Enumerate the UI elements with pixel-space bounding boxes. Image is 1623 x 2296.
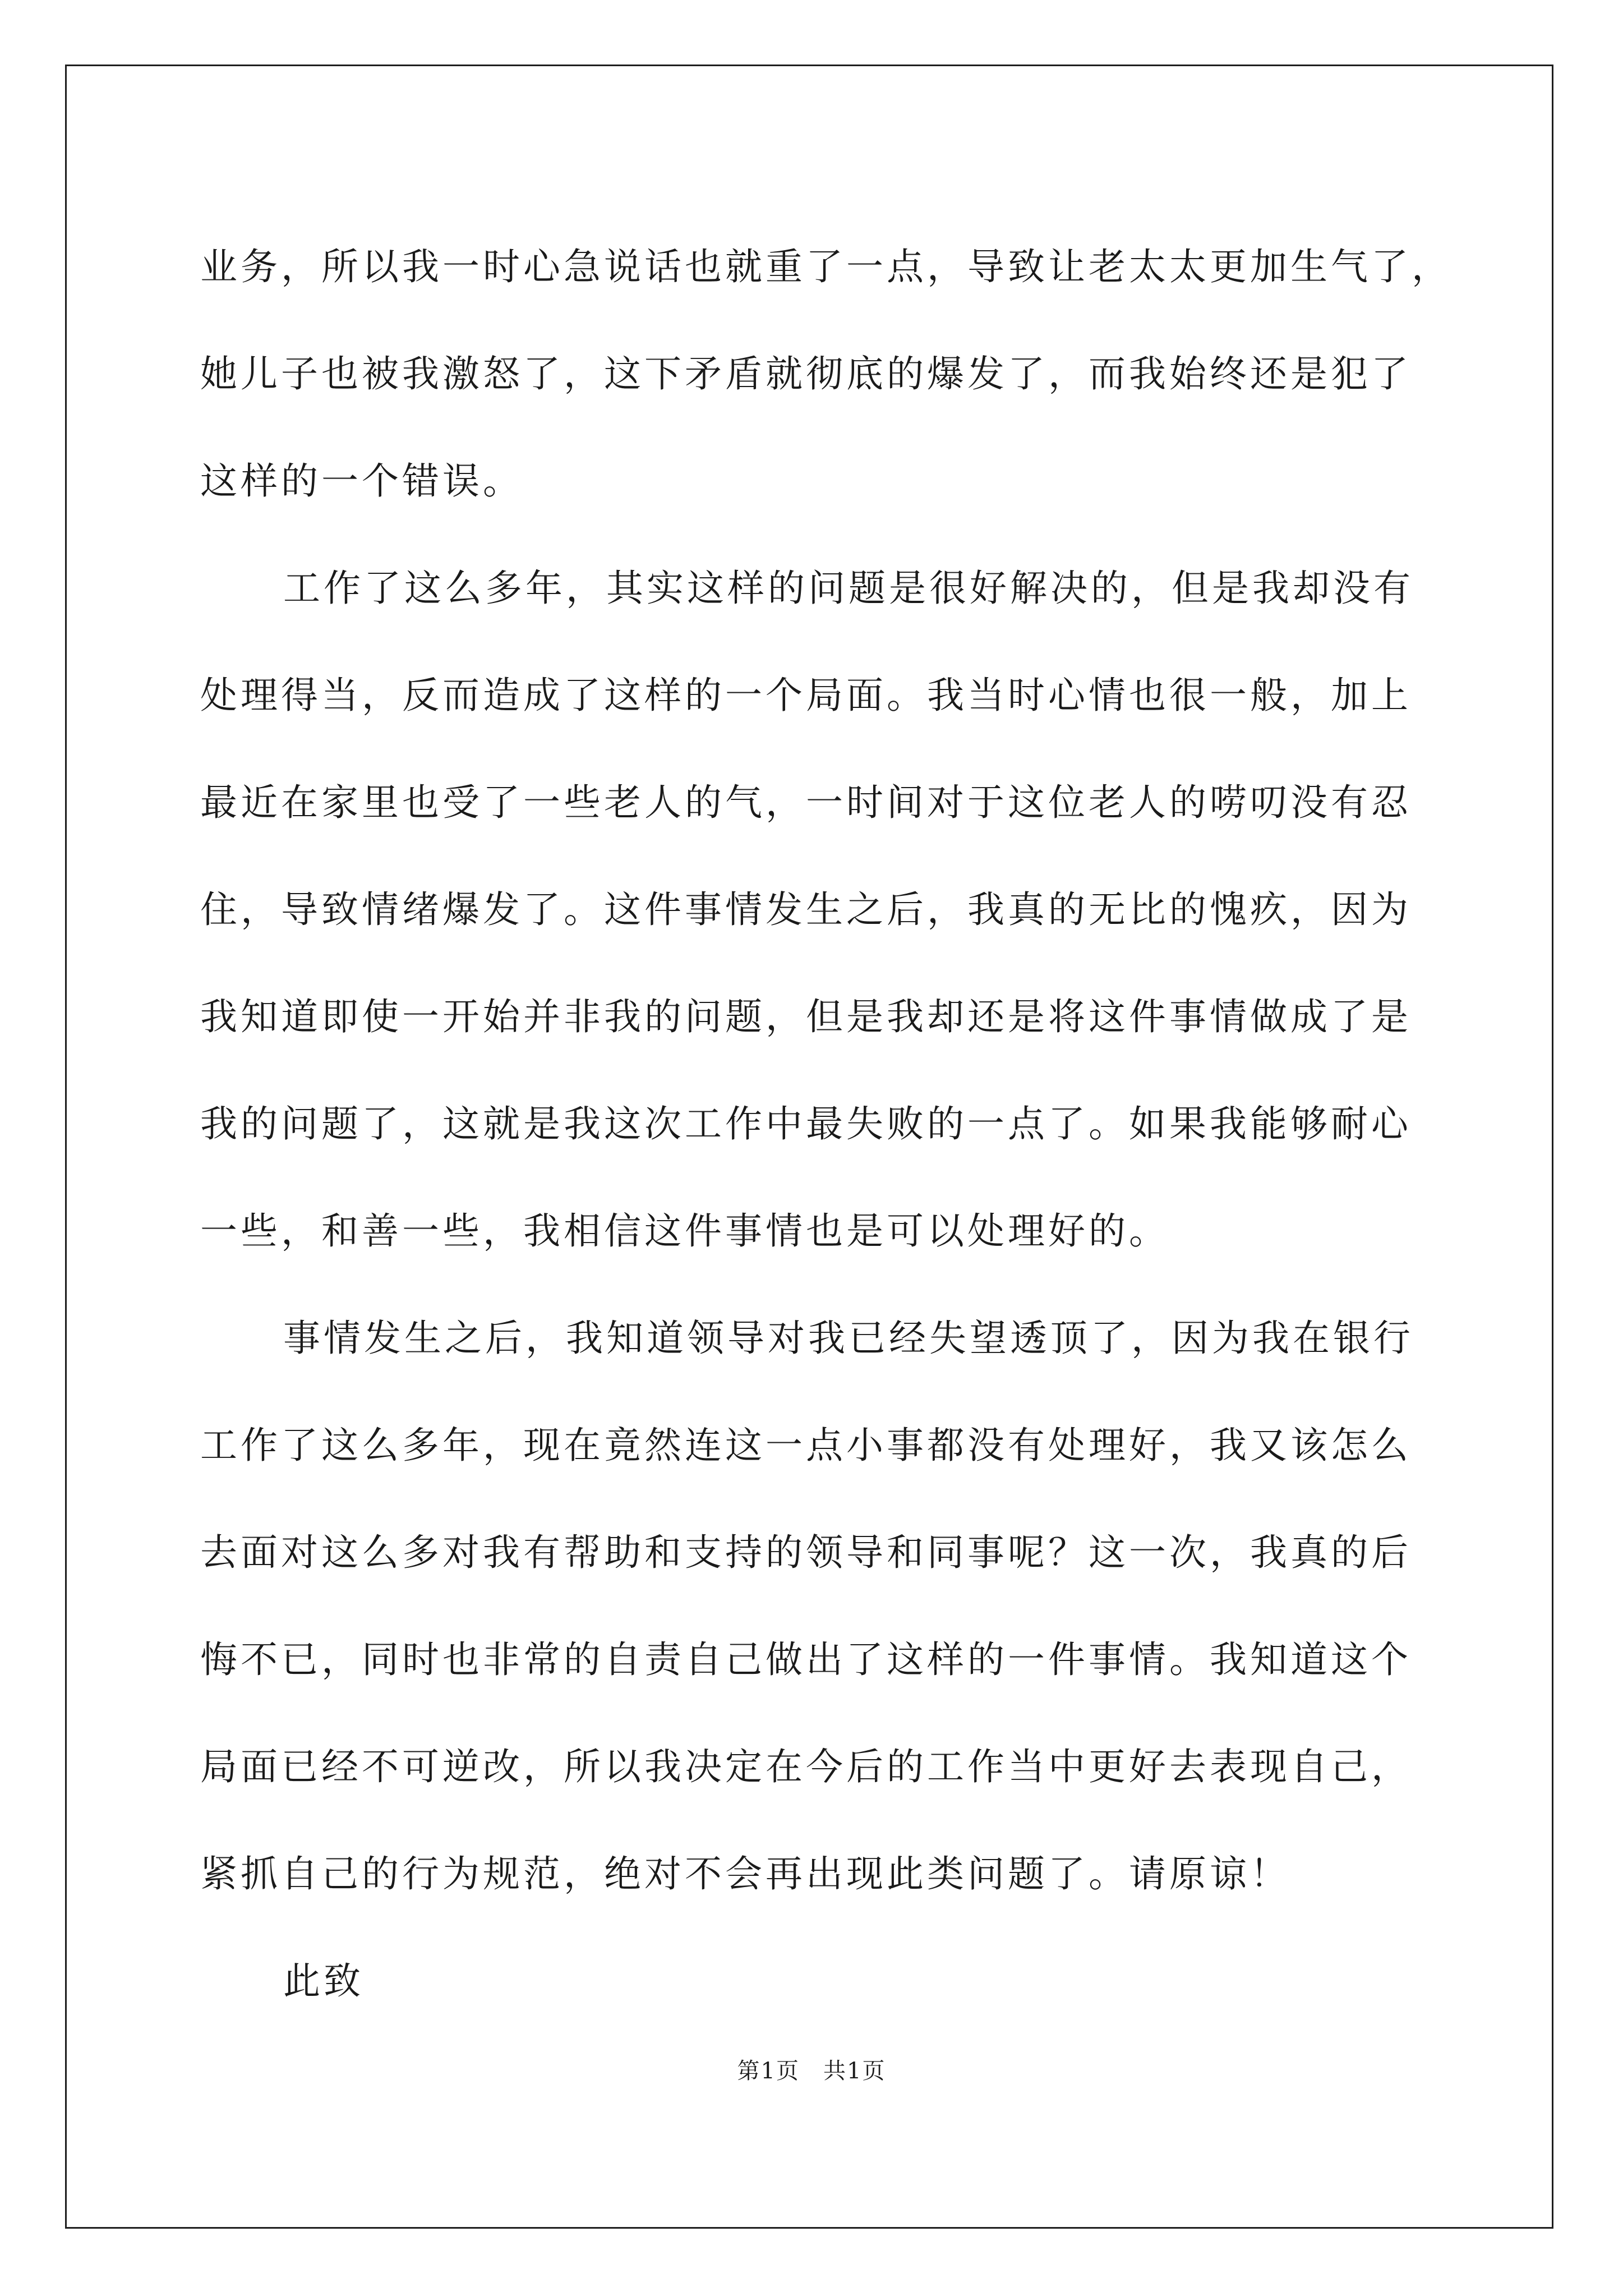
text-line: 工作了这么多年，其实这样的问题是很好解决的，但是我却没有 [283, 567, 1414, 610]
text-line: 一些，和善一些，我相信这件事情也是可以处理好的。 [200, 1209, 1169, 1253]
text-line: 我的问题了，这就是我这次工作中最失败的一点了。如果我能够耐心 [200, 1102, 1412, 1145]
text-line: 住，导致情绪爆发了。这件事情发生之后，我真的无比的愧疚，因为 [200, 888, 1412, 931]
closing-paragraph [200, 1927, 1434, 2035]
text-line: 紧抓自己的行为规范，绝对不会再出现此类问题了。请原谅！ [200, 1852, 1290, 1895]
text-line: 去面对这么多对我有帮助和支持的领导和同事呢？这一次，我真的后 [200, 1531, 1412, 1574]
text-line: 处理得当，反而造成了这样的一个局面。我当时心情也很一般，加上 [200, 674, 1412, 717]
page-number-footer: 第1页 共1页 [737, 2058, 886, 2084]
text-line: 这样的一个错误。 [200, 459, 523, 503]
closing-line: 此致 [283, 1959, 364, 2003]
paragraph [200, 535, 1434, 1285]
text-line: 悔不已，同时也非常的自责自己做出了这样的一件事情。我知道这个 [200, 1638, 1412, 1681]
document-body [200, 213, 1452, 2035]
paragraph [200, 1285, 1434, 1927]
text-line: 我知道即使一开始并非我的问题，但是我却还是将这件事情做成了是 [200, 995, 1412, 1038]
text-line: 工作了这么多年，现在竟然连这一点小事都没有处理好，我又该怎么 [200, 1424, 1412, 1467]
text-line: 最近在家里也受了一些老人的气，一时间对于这位老人的唠叨没有忍 [200, 781, 1412, 824]
text-line: 事情发生之后，我知道领导对我已经失望透顶了，因为我在银行 [283, 1317, 1414, 1360]
text-line: 她儿子也被我激怒了，这下矛盾就彻底的爆发了，而我始终还是犯了 [200, 352, 1412, 395]
text-line: 局面已经不可逆改，所以我决定在今后的工作当中更好去表现自己， [200, 1745, 1412, 1788]
text-line: 业务，所以我一时心急说话也就重了一点，导致让老太太更加生气了， [200, 245, 1452, 288]
paragraph [200, 213, 1452, 535]
